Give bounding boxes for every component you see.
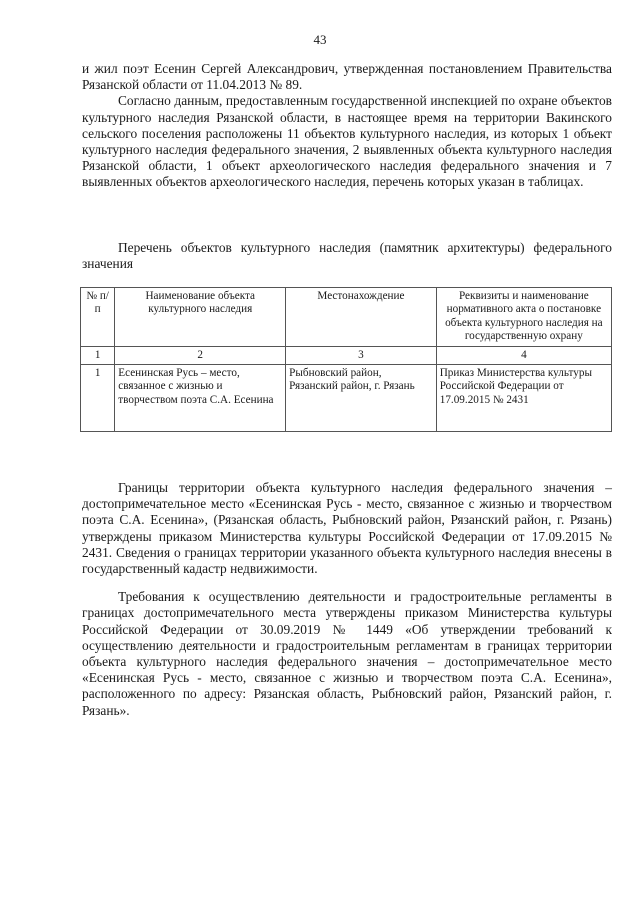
row-act: Приказ Министерства культуры Российской Федерации от 17.09.2015 № 2431 — [436, 365, 611, 432]
row-object-name: Есенинская Русь – место, связанное с жизнью и творчеством поэта С.А. Есенина — [115, 365, 286, 432]
header-act: Реквизиты и наименование нормативного акта о постановке объекта культурного наследия на государственную охрану — [436, 288, 611, 347]
column-number-2: 2 — [115, 346, 286, 364]
boundaries-paragraph: Границы территории объекта культурного наследия федерального значения – достопримечательное место «Есенинская Русь - место, связанное с жизнью и творчеством поэта С.А. Есенина», (Рязанская область, Рыбновский район, Рязанский район, г. Рязань) утверждены приказом Министерства культуры Российской Федерации от 17.09.2015 № 2431. Сведения о границах территории указанного объекта культурного наследия внесены в государственный кадастр недвижимости. — [82, 480, 612, 577]
column-number-4: 4 — [436, 346, 611, 364]
row-location: Рыбновский район, Рязанский район, г. Рязань — [286, 365, 437, 432]
heritage-data-paragraph: Согласно данным, предоставленным государственной инспекцией по охране объектов культурного наследия Рязанской области, в настоящее время на территории Вакинского сельского поселения расположены 11 объектов культурного наследия, из которых 1 объект культурного наследия федерального значения, 2 выявленных объекта культурного наследия Рязанской области, 1 объект археологического наследия федерального значения и 7 выявленных объектов археологического наследия, перечень которых указан в таблицах. — [82, 93, 612, 190]
requirements-paragraph: Требования к осуществлению деятельности и градостроительные регламенты в границах достопримечательного места утверждены приказом Министерства культуры Российской Федерации от 30.09.2019 № 1449 «Об утверждении требований к осуществлению деятельности и градостроительным регламентам в границах территории объекта культурного наследия федерального значения – достопримечательное место «Есенинская Русь - место, связанное с жизнью и творчеством поэта С.А. Есенина», расположенного по адресу: Рязанская область, Рыбновский район, Рязанский район, г. Рязань». — [82, 589, 612, 718]
column-number-1: 1 — [81, 346, 115, 364]
header-number: № п/п — [81, 288, 115, 347]
header-name: Наименование объекта культурного наследия — [115, 288, 286, 347]
intro-paragraph: и жил поэт Есенин Сергей Александрович, утвержденная постановлением Правительства Рязанской области от 11.04.2013 № 89. — [82, 61, 612, 93]
list-heading: Перечень объектов культурного наследия (памятник архитектуры) федерального значения — [82, 240, 612, 272]
header-location: Местонахождение — [286, 288, 437, 347]
table-column-numbers-row — [81, 346, 612, 364]
body-text-bottom — [82, 480, 612, 719]
heritage-table — [80, 287, 612, 432]
column-number-3: 3 — [286, 346, 437, 364]
table-row — [81, 365, 612, 432]
table-header-row — [81, 288, 612, 347]
page-number: 43 — [313, 32, 327, 47]
row-number: 1 — [81, 365, 115, 432]
body-text-top — [82, 61, 612, 191]
